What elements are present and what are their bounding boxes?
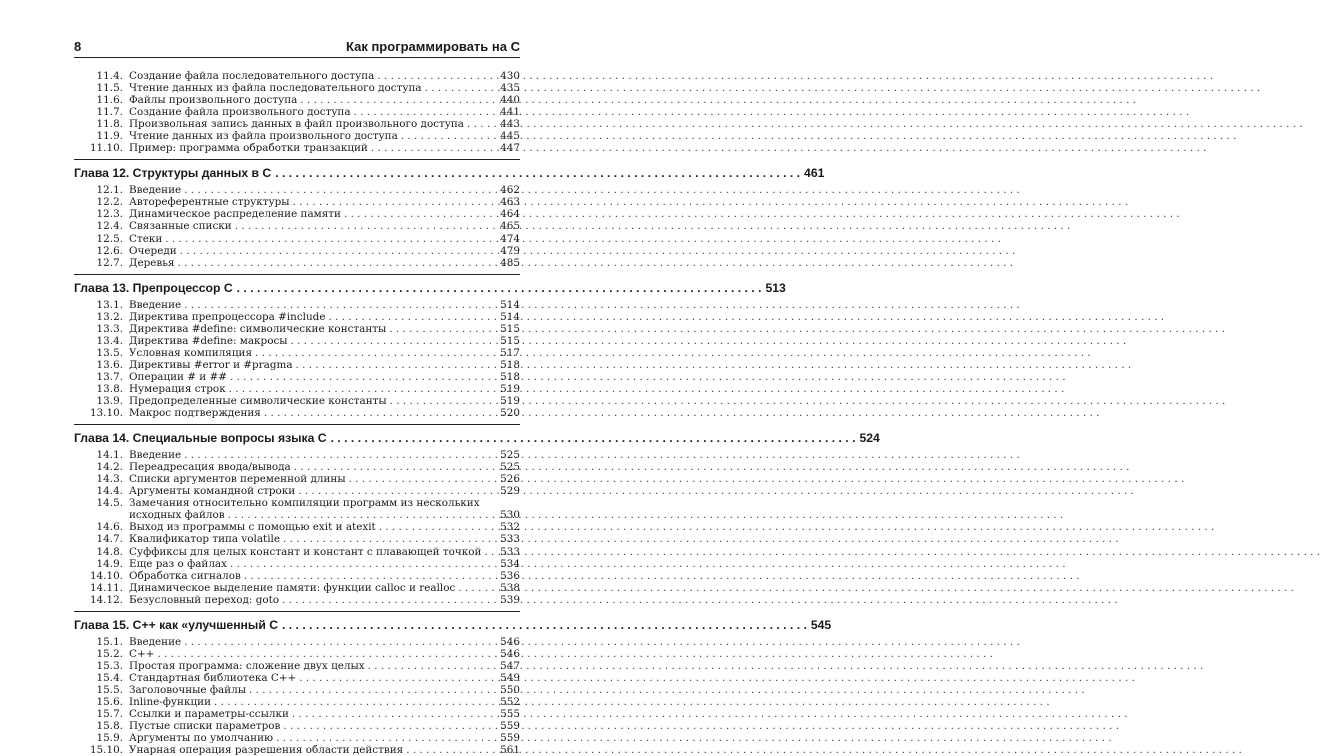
entry-page: 526	[500, 473, 520, 486]
entry-page: 550	[500, 683, 520, 696]
entry-title: Произвольная запись данных в файл произвольного доступа	[129, 118, 465, 131]
entry-number: 15.7.	[96, 708, 123, 721]
entry-page: 517	[500, 346, 520, 359]
toc-entry	[74, 208, 520, 220]
entry-title: Введение	[129, 298, 182, 311]
leader-dots	[351, 106, 501, 118]
entry-title: Стандартная библиотека С++	[129, 671, 297, 684]
toc-entry	[74, 636, 520, 648]
entry-number: 13.7.	[96, 370, 123, 383]
leader-dots	[181, 449, 500, 461]
leader-dots	[297, 94, 500, 106]
toc-entry	[74, 184, 520, 196]
entry-page: 532	[500, 521, 520, 534]
toc-entry	[74, 383, 520, 395]
leader-dots	[341, 208, 500, 220]
entry-title: Еще раз о файлах	[129, 557, 227, 570]
entry-number: 12.5.	[96, 232, 123, 245]
entry-number: 15.10.	[89, 744, 123, 756]
entry-title: Унарная операция разрешения области действия	[129, 744, 404, 756]
chapter-14-heading	[74, 424, 880, 447]
entry-title: Директива #define: символические константы	[129, 322, 387, 335]
entry-title: Квалификатор типа volatile	[129, 533, 281, 546]
leader-dots	[293, 359, 501, 371]
entry-number: 15.9.	[96, 732, 123, 745]
toc-entry	[74, 245, 520, 257]
entry-number: 15.6.	[96, 695, 123, 708]
toc-entry	[74, 94, 520, 106]
entry-title: Операции # и ##	[129, 370, 227, 383]
entry-page: 529	[500, 485, 520, 498]
leader-dots	[376, 521, 500, 533]
chapter-page: 524	[859, 431, 880, 446]
entry-title: Связанные списки	[129, 220, 232, 233]
entry-page: 519	[500, 382, 520, 395]
leader-dots	[174, 257, 500, 269]
toc-entry	[74, 118, 520, 130]
leader-dots	[386, 323, 500, 335]
toc-entry	[74, 130, 520, 142]
entry-title: Чтение данных из файла произвольного доступа	[129, 130, 398, 143]
entry-number: 11.6.	[96, 94, 123, 107]
leader-dots	[278, 617, 811, 634]
leader-dots	[227, 558, 500, 570]
leader-dots	[181, 299, 500, 311]
entry-page: 536	[500, 569, 520, 582]
toc-entry	[74, 720, 520, 732]
entry-page: 546	[500, 647, 520, 660]
toc-entry	[74, 672, 520, 684]
toc-entry	[74, 744, 520, 756]
leader-dots	[327, 430, 860, 447]
leader-dots	[181, 184, 500, 196]
leader-dots	[290, 196, 501, 208]
entry-number: 14.10.	[89, 569, 123, 582]
leader-dots	[162, 233, 500, 245]
entry-page: 525	[500, 461, 520, 474]
entry-page: 441	[500, 106, 520, 119]
chapter-15-list	[74, 636, 520, 756]
leader-dots	[181, 636, 500, 648]
entry-number: 14.8.	[96, 545, 123, 558]
toc-entry	[74, 696, 520, 708]
entry-page: 514	[500, 310, 520, 323]
toc-entry	[74, 461, 520, 473]
entry-title: Создание файла последовательного доступа	[129, 70, 375, 82]
leader-dots	[246, 684, 500, 696]
chapter-14-list	[74, 449, 520, 606]
toc-entry	[74, 299, 520, 311]
leader-dots	[271, 165, 804, 182]
toc-entry	[74, 509, 520, 521]
entry-number: 11.10.	[89, 142, 123, 155]
entry-title: Директива #define: макросы	[129, 334, 288, 347]
leader-dots	[464, 118, 500, 130]
chapter-title: Глава 15. С++ как «улучшенный С	[74, 617, 279, 632]
toc-entry	[74, 371, 520, 383]
entry-page: 474	[500, 232, 520, 245]
page-header	[74, 34, 520, 58]
leader-dots	[368, 142, 500, 154]
entry-title: Создание файла произвольного доступа	[129, 106, 351, 119]
toc-entry	[74, 335, 520, 347]
chapter-page: 545	[810, 617, 832, 632]
page-number: 8	[74, 39, 82, 54]
entry-page: 518	[500, 358, 520, 371]
entry-title: Суффиксы для целых констант и констант с плавающей точкой	[129, 545, 482, 558]
entry-number: 15.8.	[96, 720, 123, 733]
toc-entry	[74, 558, 520, 570]
entry-number: 12.4.	[96, 220, 123, 233]
leader-dots	[374, 70, 500, 82]
entry-number: 12.1.	[96, 184, 123, 197]
table-of-contents	[74, 70, 880, 756]
leader-dots	[241, 570, 500, 582]
entry-page: 515	[500, 322, 520, 335]
entry-page: 464	[500, 208, 520, 221]
entry-number: 11.4.	[96, 70, 123, 82]
leader-dots	[288, 335, 501, 347]
entry-number: 13.6.	[96, 358, 123, 371]
entry-page: 520	[500, 407, 520, 420]
entry-title: Введение	[129, 449, 182, 462]
leader-dots	[346, 473, 501, 485]
entry-number: 11.7.	[96, 106, 123, 119]
chapter-page: 513	[765, 280, 786, 295]
entry-title: Inline-функции	[129, 695, 211, 708]
chapter-12-list	[74, 184, 520, 268]
entry-title: Заголовочные файлы	[129, 683, 246, 696]
entry-title: Списки аргументов переменной длины	[129, 473, 346, 486]
entry-title: Аргументы командной строки	[129, 485, 296, 498]
entry-page: 530	[500, 509, 520, 522]
toc-entry	[74, 497, 520, 509]
entry-number: 11.8.	[96, 118, 123, 131]
leader-dots	[177, 245, 500, 257]
entry-number: 15.5.	[96, 683, 123, 696]
entry-page: 539	[500, 593, 520, 606]
leader-dots	[280, 533, 500, 545]
toc-entry	[74, 233, 520, 245]
entry-page: 549	[500, 671, 520, 684]
entry-title: Директива препроцессора #include	[129, 310, 326, 323]
leader-dots	[225, 509, 501, 521]
chapter-title: Глава 12. Структуры данных в С	[74, 166, 272, 181]
toc-entry	[74, 660, 520, 672]
entry-number: 13.2.	[96, 310, 123, 323]
toc-entry	[74, 449, 520, 461]
entry-number: 14.11.	[89, 581, 123, 594]
entry-title: Выход из программы с помощью exit и atexit	[129, 521, 376, 534]
toc-entry	[74, 142, 520, 154]
toc-entry	[74, 70, 520, 82]
entry-page: 485	[500, 256, 520, 269]
leader-dots	[289, 708, 500, 720]
leader-dots	[325, 311, 500, 323]
entry-number: 15.2.	[96, 647, 123, 660]
leader-dots	[296, 672, 500, 684]
entry-page: 546	[500, 635, 520, 648]
entry-title: Замечания относительно компиляции программ из нескольких	[129, 497, 480, 510]
entry-page: 525	[500, 449, 520, 462]
entry-page: 479	[500, 244, 520, 257]
entry-page: 462	[500, 184, 520, 197]
entry-number: 14.12.	[89, 593, 123, 606]
toc-entry	[74, 546, 520, 558]
entry-page: 552	[500, 695, 520, 708]
entry-title: Пустые списки параметров	[129, 720, 281, 733]
entry-title: Введение	[129, 635, 182, 648]
leader-dots	[273, 732, 500, 744]
toc-entry	[74, 311, 520, 323]
entry-number: 14.9.	[96, 557, 123, 570]
chapter-page: 461	[804, 166, 825, 181]
entry-title: Пример: программа обработки транзакций	[129, 142, 368, 155]
leader-dots	[154, 648, 500, 660]
leader-dots	[398, 130, 500, 142]
entry-number: 13.1.	[96, 298, 123, 311]
entry-title: Очереди	[129, 244, 177, 257]
chapter-13-heading	[74, 274, 786, 297]
toc-section-top	[74, 70, 520, 154]
leader-dots	[261, 407, 500, 419]
entry-page: 559	[500, 732, 520, 745]
leader-dots	[403, 744, 500, 756]
chapter-15-heading	[74, 611, 832, 634]
entry-number: 14.6.	[96, 521, 123, 534]
entry-number: 14.1.	[96, 449, 123, 462]
entry-number: 15.4.	[96, 671, 123, 684]
entry-title: Аргументы по умолчанию	[129, 732, 274, 745]
entry-title: Автореферентные структуры	[129, 196, 290, 209]
toc-entry	[74, 220, 520, 232]
entry-number: 14.3.	[96, 473, 123, 486]
book-title: Как программировать на С	[346, 39, 520, 54]
toc-entry	[74, 323, 520, 335]
chapter-title: Глава 14. Специальные вопросы языка С	[74, 431, 327, 446]
entry-number: 13.4.	[96, 334, 123, 347]
entry-page: 547	[500, 659, 520, 672]
leader-dots	[232, 220, 500, 232]
chapter-13-list	[74, 299, 520, 419]
entry-page: 443	[500, 118, 520, 131]
entry-page: 555	[500, 708, 520, 721]
entry-page: 514	[500, 298, 520, 311]
entry-title: Деревья	[129, 256, 175, 269]
toc-entry	[74, 732, 520, 744]
entry-page: 463	[500, 196, 520, 209]
leader-dots	[387, 395, 500, 407]
entry-number: 12.6.	[96, 244, 123, 257]
leader-dots	[226, 383, 500, 395]
entry-number: 13.8.	[96, 382, 123, 395]
leader-dots	[455, 582, 500, 594]
entry-title: Ссылки и параметры-ссылки	[129, 708, 289, 721]
toc-entry	[74, 473, 520, 485]
leader-dots	[279, 594, 500, 606]
entry-title: С++	[129, 647, 155, 660]
leader-dots	[227, 371, 500, 383]
entry-title: Обработка сигналов	[129, 569, 241, 582]
toc-entry	[74, 485, 520, 497]
entry-number: 13.5.	[96, 346, 123, 359]
entry-page: 435	[500, 82, 520, 95]
entry-number: 12.7.	[96, 256, 123, 269]
entry-title: Нумерация строк	[129, 382, 226, 395]
entry-page: 519	[500, 395, 520, 408]
toc-entry	[74, 582, 520, 594]
entry-number: 15.3.	[96, 659, 123, 672]
entry-page: 561	[500, 744, 520, 756]
leader-dots	[422, 82, 501, 94]
entry-title: Предопределенные символические константы	[129, 395, 387, 408]
entry-number: 13.10.	[89, 407, 123, 420]
entry-title: исходных файлов	[129, 509, 225, 522]
leader-dots	[295, 485, 500, 497]
entry-title: Динамическое выделение памяти: функции calloc и realloc	[129, 581, 456, 594]
entry-number: 11.9.	[96, 130, 123, 143]
entry-number: 13.3.	[96, 322, 123, 335]
toc-entry	[74, 533, 520, 545]
entry-number: 14.2.	[96, 461, 123, 474]
entry-page: 538	[500, 581, 520, 594]
toc-entry	[74, 407, 520, 419]
entry-number: 14.5.	[96, 497, 123, 510]
entry-title: Стеки	[129, 232, 163, 245]
entry-number: 13.9.	[96, 395, 123, 408]
leader-dots	[365, 660, 501, 672]
leader-dots	[252, 347, 500, 359]
entry-title: Условная компиляция	[129, 346, 253, 359]
leader-dots	[211, 696, 500, 708]
entry-title: Чтение данных из файла последовательного доступа	[129, 82, 422, 95]
entry-page: 533	[500, 533, 520, 546]
entry-title: Файлы произвольного доступа	[129, 94, 298, 107]
toc-entry	[74, 570, 520, 582]
entry-page: 515	[500, 334, 520, 347]
toc-entry	[74, 521, 520, 533]
entry-page: 447	[500, 142, 520, 155]
entry-title: Введение	[129, 184, 182, 197]
leader-dots	[280, 720, 500, 732]
toc-entry	[74, 594, 520, 606]
entry-title: Безусловный переход: goto	[129, 593, 280, 606]
entry-page: 533	[500, 545, 520, 558]
toc-entry	[74, 257, 520, 269]
entry-page: 534	[500, 557, 520, 570]
chapter-12-heading	[74, 159, 825, 182]
entry-number: 14.4.	[96, 485, 123, 498]
entry-title: Макрос подтверждения	[129, 407, 261, 420]
entry-page: 430	[500, 70, 520, 82]
toc-entry	[74, 82, 520, 94]
entry-number: 12.2.	[96, 196, 123, 209]
leader-dots	[291, 461, 500, 473]
toc-entry	[74, 648, 520, 660]
leader-dots	[481, 546, 500, 558]
chapter-title: Глава 13. Препроцессор С	[74, 280, 233, 295]
toc-entry	[74, 708, 520, 720]
toc-entry	[74, 359, 520, 371]
entry-number: 12.3.	[96, 208, 123, 221]
entry-title: Директивы #error и #pragma	[129, 358, 293, 371]
entry-page: 518	[500, 370, 520, 383]
entry-title: Переадресация ввода/вывода	[129, 461, 291, 474]
toc-entry	[74, 106, 520, 118]
entry-number: 11.5.	[96, 82, 123, 95]
entry-page: 440	[500, 94, 520, 107]
toc-entry	[74, 395, 520, 407]
entry-page: 559	[500, 720, 520, 733]
entry-number: 14.7.	[96, 533, 123, 546]
entry-title: Динамическое распределение памяти	[129, 208, 341, 221]
toc-entry	[74, 196, 520, 208]
leader-dots	[233, 280, 766, 297]
toc-entry	[74, 684, 520, 696]
toc-entry	[74, 347, 520, 359]
entry-page: 465	[500, 220, 520, 233]
entry-title: Простая программа: сложение двух целых	[129, 659, 365, 672]
entry-number: 15.1.	[96, 635, 123, 648]
entry-page: 445	[500, 130, 520, 143]
